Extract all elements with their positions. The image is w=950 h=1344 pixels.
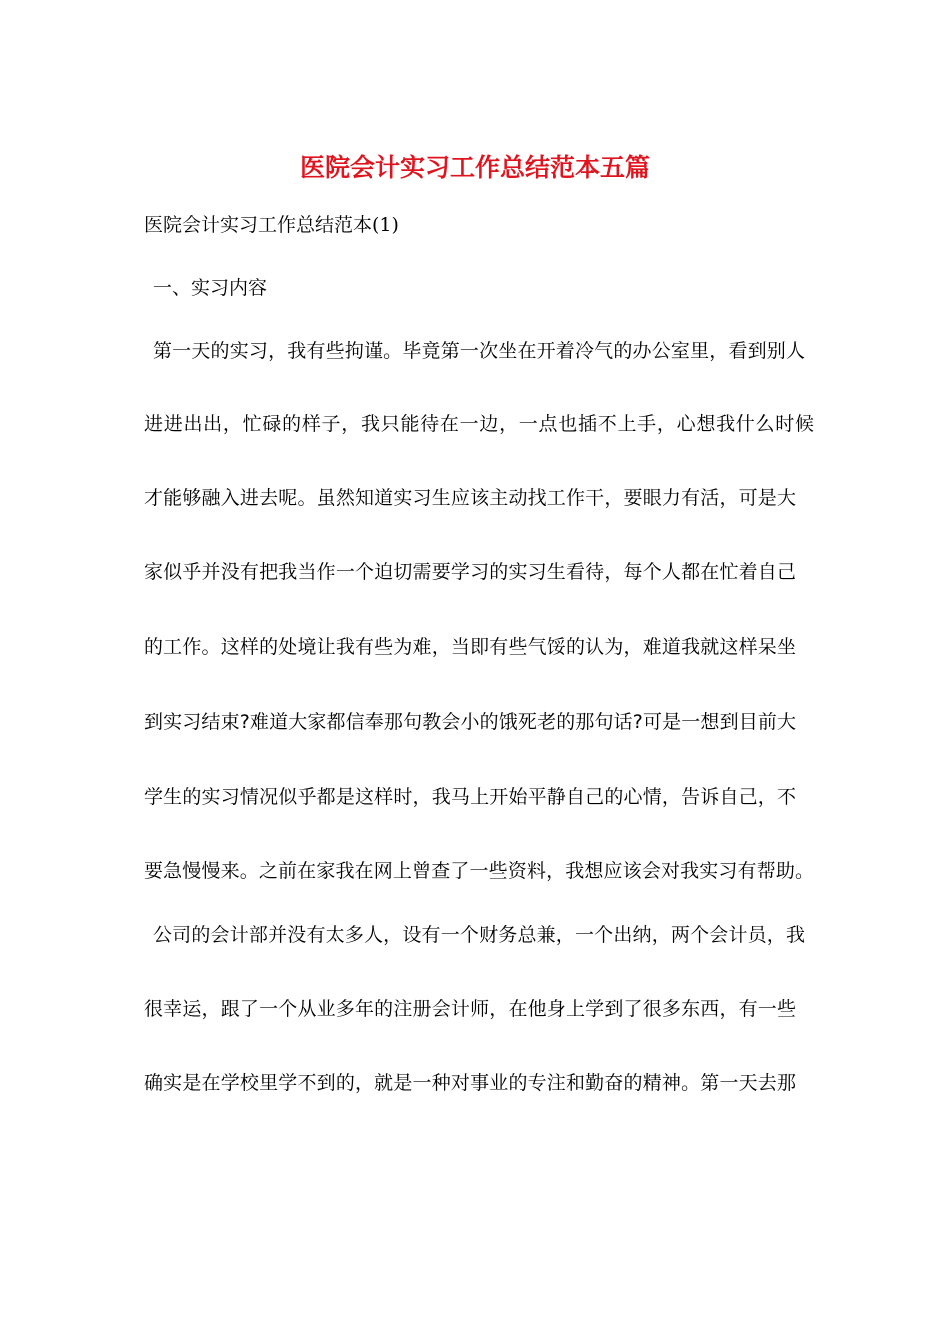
paragraph-line: 第一天的实习，我有些拘谨。毕竟第一次坐在开着冷气的办公室里，看到别人 <box>153 340 805 362</box>
section-heading: 一、实习内容 <box>153 277 268 299</box>
paragraph-line: 进进出出，忙碌的样子，我只能待在一边，一点也插不上手，心想我什么时候 <box>144 413 814 435</box>
paragraph-line: 才能够融入进去呢。虽然知道实习生应该主动找工作干，要眼力有活，可是大 <box>144 487 796 509</box>
paragraph-line: 家似乎并没有把我当作一个迫切需要学习的实习生看待，每个人都在忙着自己 <box>144 561 796 583</box>
document-title: 医院会计实习工作总结范本五篇 <box>299 153 650 182</box>
document-subtitle: 医院会计实习工作总结范本(1) <box>144 214 399 236</box>
paragraph-line: 到实习结束?难道大家都信奉那句教会小的饿死老的那句话?可是一想到目前大 <box>144 711 796 733</box>
paragraph-line: 公司的会计部并没有太多人，设有一个财务总兼，一个出纳，两个会计员，我 <box>153 924 805 946</box>
paragraph-line: 确实是在学校里学不到的，就是一种对事业的专注和勤奋的精神。第一天去那 <box>144 1072 796 1094</box>
paragraph-line: 很幸运，跟了一个从业多年的注册会计师，在他身上学到了很多东西，有一些 <box>144 998 796 1020</box>
paragraph-line: 的工作。这样的处境让我有些为难，当即有些气馁的认为，难道我就这样呆坐 <box>144 636 796 658</box>
paragraph-line: 要急慢慢来。之前在家我在网上曾查了一些资料，我想应该会对我实习有帮助。 <box>144 860 814 882</box>
paragraph-line: 学生的实习情况似乎都是这样时，我马上开始平静自己的心情，告诉自己，不 <box>144 786 796 808</box>
